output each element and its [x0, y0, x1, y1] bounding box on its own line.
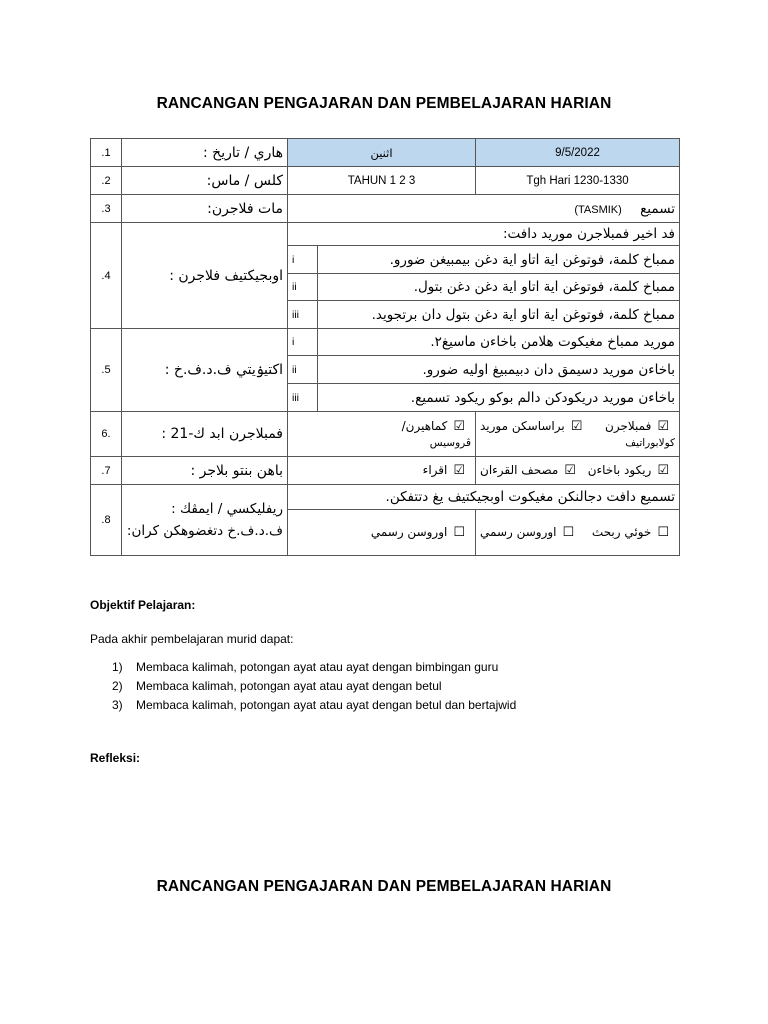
- item-numeral: iii: [288, 301, 318, 329]
- row-label-class-time: كلس / ماس:: [122, 167, 288, 195]
- row-label-activity: اكتيۏيتي ف.د.ف.خ :: [122, 329, 288, 412]
- table-row: [91, 329, 680, 356]
- table-row: [91, 412, 680, 457]
- row-number: .3: [91, 195, 122, 223]
- activity-item: موريد ممباخ مغيكوت هلامن باخاءن ماسيغ٢.: [318, 329, 680, 356]
- objective-heading: Objektif Pelajaran:: [90, 598, 196, 612]
- option-label: ريكود باخاءن: [587, 463, 652, 477]
- option-label: براساسكن موريد: [480, 419, 565, 433]
- item-numeral: iii: [288, 384, 318, 412]
- option-label: مصحف القرءان: [480, 463, 559, 477]
- row-label-reflection: ريفليكسي / ايمڤك : ف.د.ف.خ دتغضوهكن كران:: [122, 485, 288, 556]
- list-number: 3): [112, 698, 123, 712]
- pak21-options: [476, 412, 680, 457]
- list-number: 1): [112, 660, 123, 674]
- table-row: [91, 139, 680, 167]
- checkbox-checked-icon[interactable]: ☑: [570, 419, 583, 434]
- option-label: خوئي ربحث: [591, 525, 652, 539]
- list-text: Membaca kalimah, potongan ayat atau ayat dengan bimbingan guru: [136, 660, 499, 674]
- teaching-aid-option: [288, 457, 476, 485]
- objective-item: ممباخ كلمة، فوتوغن اية اتاو اية دغن دغن بتول.: [318, 274, 680, 301]
- row-number: .2: [91, 167, 122, 195]
- checkbox-checked-icon[interactable]: ☑: [453, 419, 465, 434]
- activity-item: باخاءن موريد دسيمق دان دبيمبيغ اوليه ضورو.: [318, 356, 680, 384]
- checkbox-checked-icon[interactable]: ☑: [564, 463, 576, 478]
- reflection-intro: تسميع دافت دجالنكن مغيكوت اوبجيكتيف يغ دتتفكن.: [288, 485, 680, 510]
- teaching-aid-option: [480, 463, 582, 478]
- list-text: Membaca kalimah, potongan ayat atau ayat dengan betul: [136, 679, 442, 693]
- list-item: [90, 660, 516, 679]
- row-number: .1: [91, 139, 122, 167]
- item-numeral: ii: [288, 356, 318, 384]
- checkbox-checked-icon[interactable]: ☑: [657, 463, 669, 478]
- objective-intro: فد اخير فمبلاجرن موريد دافت:: [288, 223, 680, 246]
- objective-item: ممباخ كلمة، فوتوغن اية اتاو اية دغن بتول دان برتجويد.: [318, 301, 680, 329]
- list-item: [90, 698, 516, 717]
- teaching-aid-options: [476, 457, 680, 485]
- row-label-day-date: هاري / تاريخ :: [122, 139, 288, 167]
- list-number: 2): [112, 679, 123, 693]
- list-item: [90, 679, 516, 698]
- day-value: اثنين: [288, 139, 476, 167]
- item-numeral: ii: [288, 274, 318, 301]
- teaching-aid-option: [588, 463, 675, 478]
- item-numeral: i: [288, 329, 318, 356]
- date-value: 9/5/2022: [476, 139, 680, 167]
- reflection-heading: Refleksi:: [90, 751, 141, 765]
- objective-list: [90, 660, 516, 717]
- option-label: كماهيرن/: [401, 419, 448, 433]
- row-label-teaching-aids: باهن بنتو بلاجر :: [122, 457, 288, 485]
- option-label: اوروسن رسمي: [370, 525, 448, 539]
- option-sublabel: كولابوراتيف: [625, 437, 675, 449]
- table-row: [91, 223, 680, 246]
- time-value: Tgh Hari 1230-1330: [476, 167, 680, 195]
- activity-item: باخاءن موريد دريكودكن دالم بوكو ريكود تسميع.: [318, 384, 680, 412]
- row-number: .5: [91, 329, 122, 412]
- reflection-option: [288, 510, 476, 556]
- row-number: 6.: [91, 412, 122, 457]
- option-label: اقراء: [422, 463, 448, 477]
- checkbox-empty-icon[interactable]: ☐: [657, 525, 669, 540]
- checkbox-empty-icon[interactable]: ☐: [562, 525, 575, 540]
- list-text: Membaca kalimah, potongan ayat atau ayat dengan betul dan bertajwid: [136, 698, 517, 712]
- lesson-plan-table: [90, 138, 680, 556]
- page-title-repeat: RANCANGAN PENGAJARAN DAN PEMBELAJARAN HARIAN: [156, 878, 612, 895]
- option-label: اوروسن رسمي: [480, 525, 557, 539]
- option-label: فمبلاجرن: [605, 419, 652, 433]
- objective-intro-text: Pada akhir pembelajaran murid dapat:: [90, 632, 294, 646]
- row-number: .4: [91, 223, 122, 329]
- pak21-option: [288, 412, 476, 457]
- table-row: [91, 195, 680, 223]
- checkbox-checked-icon[interactable]: ☑: [657, 419, 669, 434]
- checkbox-checked-icon[interactable]: ☑: [453, 463, 465, 478]
- pak21-option: [480, 419, 588, 449]
- subject-latin: (TASMIK): [574, 203, 622, 216]
- subject-value: [288, 195, 680, 223]
- table-row: [91, 457, 680, 485]
- checkbox-empty-icon[interactable]: ☐: [453, 525, 465, 540]
- page-title: RANCANGAN PENGAJARAN DAN PEMBELAJARAN HARIAN: [156, 95, 612, 112]
- row-label-objective: اوبجيكتيف فلاجرن :: [122, 223, 288, 329]
- table-row: [91, 167, 680, 195]
- reflection-option: [480, 525, 580, 540]
- row-label-subject: مات فلاجرن:: [122, 195, 288, 223]
- objective-item: ممباخ كلمة، فوتوغن اية اتاو اية دغن بيمبيغن ضورو.: [318, 246, 680, 274]
- table-row: [91, 485, 680, 510]
- option-sublabel: ڤروسيس: [429, 437, 471, 449]
- subject-arabic: تسميع: [640, 200, 675, 217]
- row-number: .7: [91, 457, 122, 485]
- pak21-option: [605, 419, 675, 449]
- class-value: TAHUN 1 2 3: [288, 167, 476, 195]
- reflection-option: [592, 525, 675, 540]
- row-number: .8: [91, 485, 122, 556]
- item-numeral: i: [288, 246, 318, 274]
- reflection-options: [476, 510, 680, 556]
- row-label-21st-century: فمبلاجرن ابد ك-21 :: [122, 412, 288, 457]
